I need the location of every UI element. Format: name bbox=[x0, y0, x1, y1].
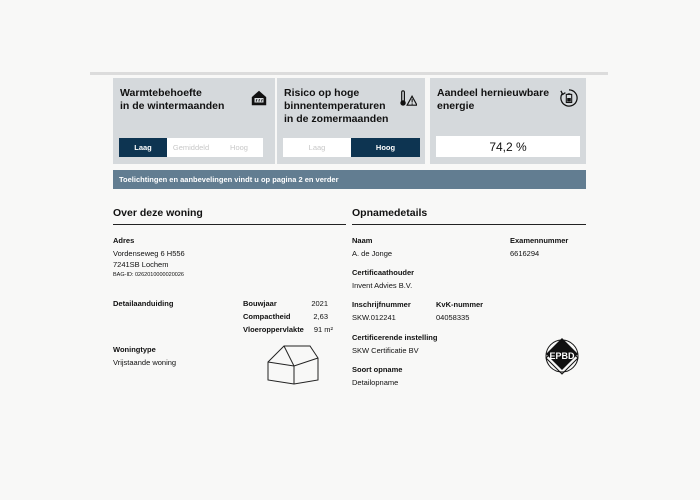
section-divider bbox=[352, 224, 586, 225]
card-title bbox=[437, 87, 579, 113]
card-title-line: Warmtebehoefte bbox=[120, 87, 202, 99]
level-gemiddeld: Gemiddeld bbox=[167, 138, 215, 157]
warmte-level-selector bbox=[119, 138, 263, 157]
svg-text:EPBD: EPBD bbox=[549, 351, 575, 361]
inschrijfnummer-value: SKW.012241 bbox=[352, 313, 396, 322]
section-title-woning: Over deze woning bbox=[113, 207, 203, 219]
level-laag: Laag bbox=[119, 138, 167, 157]
detailaanduiding-label: Detailaanduiding bbox=[113, 299, 174, 308]
adres-line2: 7241SB Lochem bbox=[113, 260, 169, 269]
woningtype-label: Woningtype bbox=[113, 345, 156, 354]
naam-label: Naam bbox=[352, 236, 373, 245]
top-divider bbox=[90, 72, 608, 75]
section-title-opname: Opnamedetails bbox=[352, 207, 428, 219]
card-title-line: binnentemperaturen bbox=[284, 100, 386, 112]
battery-recycle-icon bbox=[560, 88, 578, 108]
vloeroppervlakte-value: 91 m² bbox=[313, 325, 333, 334]
certificaathouder-label: Certificaathouder bbox=[352, 268, 415, 277]
card-title-line: Aandeel hernieuwbare bbox=[437, 87, 550, 99]
level-hoog: Hoog bbox=[215, 138, 263, 157]
risico-level-selector bbox=[283, 138, 420, 157]
certificaathouder-value: Invent Advies B.V. bbox=[352, 281, 413, 290]
epbd-logo bbox=[542, 334, 582, 378]
bouwjaar-label: Bouwjaar bbox=[243, 299, 277, 308]
card-risico bbox=[275, 78, 425, 164]
renewable-share-value: 74,2 % bbox=[436, 136, 580, 157]
naam-value: A. de Jonge bbox=[352, 249, 393, 258]
card-title bbox=[284, 87, 418, 126]
house-outline-icon bbox=[264, 340, 322, 386]
kvk-label: KvK-nummer bbox=[436, 300, 484, 309]
compactheid-label: Compactheid bbox=[243, 312, 291, 321]
examennummer-value: 6616294 bbox=[510, 249, 540, 258]
thermometer-warning-icon bbox=[399, 88, 417, 108]
woningtype-value: Vrijstaande woning bbox=[113, 358, 177, 367]
adres-line1: Vordenseweg 6 H556 bbox=[113, 249, 185, 258]
instelling-label: Certificerende instelling bbox=[352, 333, 438, 342]
card-warmtebehoefte bbox=[113, 78, 276, 164]
compactheid-value: 2,63 bbox=[313, 312, 328, 321]
bag-id: BAG-ID: 0262010000020026 bbox=[113, 272, 184, 278]
kvk-value: 04058335 bbox=[436, 313, 470, 322]
soort-opname-value: Detailopname bbox=[352, 378, 399, 387]
info-banner: Toelichtingen en aanbevelingen vindt u op pagina 2 en verder bbox=[113, 170, 586, 189]
section-divider bbox=[113, 224, 346, 225]
bouwjaar-value: 2021 bbox=[311, 299, 328, 308]
card-hernieuwbare-energie bbox=[430, 78, 586, 164]
level-laag: Laag bbox=[283, 138, 351, 157]
level-hoog: Hoog bbox=[351, 138, 420, 157]
card-title bbox=[120, 87, 269, 113]
card-title-line: in de wintermaanden bbox=[120, 100, 225, 112]
card-title-line: in de zomermaanden bbox=[284, 113, 389, 125]
adres-label: Adres bbox=[113, 236, 135, 245]
house-heat-icon bbox=[250, 88, 268, 108]
examennummer-label: Examennummer bbox=[510, 236, 569, 245]
vloeroppervlakte-label: Vloeroppervlakte bbox=[243, 325, 304, 334]
instelling-value: SKW Certificatie BV bbox=[352, 346, 419, 355]
inschrijfnummer-label: Inschrijfnummer bbox=[352, 300, 411, 309]
soort-opname-label: Soort opname bbox=[352, 365, 403, 374]
card-title-line: Risico op hoge bbox=[284, 87, 360, 99]
card-title-line: energie bbox=[437, 100, 475, 112]
